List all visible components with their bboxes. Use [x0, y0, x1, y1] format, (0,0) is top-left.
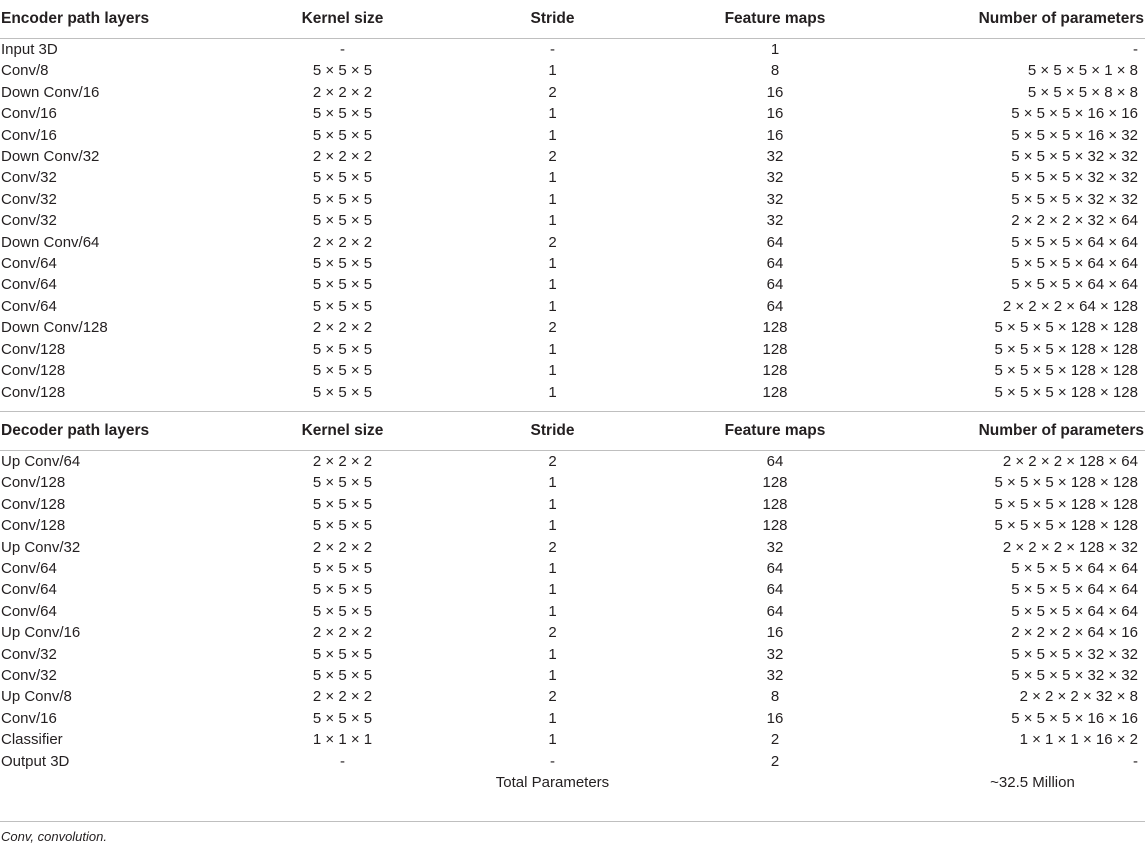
stride-cell: 1	[548, 495, 557, 513]
kernel-size-cell: 2 × 2 × 2	[312, 148, 373, 166]
stride-cell: 1	[548, 559, 557, 577]
kernel-size-cell: -	[340, 752, 345, 770]
kernel-size-cell: 2 × 2 × 2	[312, 233, 373, 251]
feature-maps-cell: 32	[766, 666, 784, 684]
stride-cell: 1	[548, 362, 557, 380]
feature-maps-cell: 32	[766, 538, 784, 556]
kernel-size-cell: 5 × 5 × 5	[312, 190, 373, 208]
stride-cell: 2	[548, 83, 557, 101]
parameters-cell: 5 × 5 × 5 × 64 × 64	[1011, 559, 1138, 577]
kernel-size-cell: 5 × 5 × 5	[312, 62, 373, 80]
parameters-cell: 2 × 2 × 2 × 64 × 16	[1011, 624, 1138, 642]
parameters-cell: 5 × 5 × 5 × 128 × 128	[994, 517, 1138, 535]
parameters-cell: 5 × 5 × 5 × 128 × 128	[994, 474, 1138, 492]
layer-name-cell: Conv/128	[1, 474, 66, 492]
kernel-size-cell: -	[340, 41, 345, 58]
layer-name-cell: Conv/64	[1, 602, 57, 620]
layer-name-cell: Classifier	[1, 731, 63, 749]
parameters-cell: 5 × 5 × 5 × 16 × 16	[1011, 709, 1138, 727]
stride-header: Stride	[445, 0, 660, 39]
kernel-size-cell: 2 × 2 × 2	[312, 538, 373, 556]
parameters-cell: 2 × 2 × 2 × 32 × 8	[1019, 688, 1138, 706]
encoder-header-row	[0, 0, 1145, 39]
parameters-header: Number of parameters	[890, 0, 1145, 39]
feature-maps-cell: 32	[766, 148, 784, 166]
kernel-size-cell: 2 × 2 × 2	[312, 319, 373, 337]
table-row	[0, 274, 1145, 295]
encoder-body	[0, 39, 1145, 403]
parameters-cell: -	[1133, 752, 1138, 770]
kernel-size-cell: 2 × 2 × 2	[312, 83, 373, 101]
total-value: ~32.5 Million	[990, 774, 1075, 791]
stride-cell: 2	[548, 148, 557, 166]
feature-maps-cell: 8	[770, 62, 780, 80]
parameters-cell: 2 × 2 × 2 × 64 × 128	[1002, 297, 1138, 315]
kernel-size-cell: 2 × 2 × 2	[312, 624, 373, 642]
kernel-size-cell: 5 × 5 × 5	[312, 255, 373, 273]
parameters-cell: 2 × 2 × 2 × 128 × 64	[1002, 452, 1138, 470]
feature-maps-cell: 32	[766, 169, 784, 187]
parameters-cell: 1 × 1 × 1 × 16 × 2	[1019, 731, 1138, 749]
table-row	[0, 450, 1145, 472]
feature-maps-cell: 16	[766, 83, 784, 101]
layer-name-cell: Down Conv/16	[1, 83, 100, 101]
feature-maps-header: Feature maps	[660, 0, 890, 39]
kernel-size-header: Kernel size	[240, 0, 445, 39]
kernel-size-cell: 5 × 5 × 5	[312, 383, 373, 401]
kernel-size-cell: 5 × 5 × 5	[312, 362, 373, 380]
kernel-size-cell: 1 × 1 × 1	[312, 731, 373, 749]
layer-name-cell: Conv/64	[1, 276, 57, 294]
feature-maps-cell: 16	[766, 709, 784, 727]
layer-name-cell: Conv/32	[1, 169, 57, 187]
table-row	[0, 558, 1145, 579]
decoder-header-row	[0, 411, 1145, 450]
feature-maps-cell: 32	[766, 190, 784, 208]
kernel-size-cell: 5 × 5 × 5	[312, 581, 373, 599]
parameters-cell: 5 × 5 × 5 × 32 × 32	[1011, 169, 1138, 187]
feature-maps-cell: 32	[766, 212, 784, 230]
parameters-cell: 5 × 5 × 5 × 64 × 64	[1011, 276, 1138, 294]
feature-maps-cell: 16	[766, 105, 784, 123]
table-row	[0, 167, 1145, 188]
table-row	[0, 103, 1145, 124]
stride-cell: 1	[548, 383, 557, 401]
feature-maps-cell: 2	[770, 731, 780, 749]
stride-cell: 2	[548, 319, 557, 337]
parameters-cell: 5 × 5 × 5 × 64 × 64	[1011, 255, 1138, 273]
parameters-header: Number of parameters	[890, 411, 1145, 450]
parameters-cell: 2 × 2 × 2 × 128 × 32	[1002, 538, 1138, 556]
table-row	[0, 39, 1145, 61]
kernel-size-cell: 5 × 5 × 5	[312, 340, 373, 358]
stride-cell: 1	[548, 62, 557, 80]
layer-name-cell: Up Conv/64	[1, 452, 81, 470]
stride-cell: 1	[548, 474, 557, 492]
layer-name-cell: Up Conv/8	[1, 688, 72, 706]
parameters-cell: 5 × 5 × 5 × 64 × 64	[1011, 581, 1138, 599]
kernel-size-cell: 5 × 5 × 5	[312, 297, 373, 315]
stride-cell: 1	[548, 645, 557, 663]
table-row	[0, 708, 1145, 729]
feature-maps-cell: 128	[762, 383, 788, 401]
layer-name-cell: Conv/16	[1, 709, 57, 727]
feature-maps-cell: 64	[766, 559, 784, 577]
kernel-size-cell: 5 × 5 × 5	[312, 559, 373, 577]
layer-name-cell: Conv/64	[1, 581, 57, 599]
stride-cell: 1	[548, 340, 557, 358]
stride-cell: -	[550, 41, 555, 58]
layer-name-cell: Input 3D	[1, 41, 58, 58]
kernel-size-cell: 5 × 5 × 5	[312, 666, 373, 684]
parameters-cell: -	[1133, 41, 1138, 58]
feature-maps-cell: 64	[766, 452, 784, 470]
layer-name-cell: Down Conv/128	[1, 319, 108, 337]
kernel-size-cell: 2 × 2 × 2	[312, 452, 373, 470]
feature-maps-cell: 128	[762, 319, 788, 337]
parameters-cell: 5 × 5 × 5 × 16 × 32	[1011, 126, 1138, 144]
table-row	[0, 515, 1145, 536]
kernel-size-cell: 5 × 5 × 5	[312, 645, 373, 663]
parameters-cell: 5 × 5 × 5 × 32 × 32	[1011, 148, 1138, 166]
parameters-cell: 5 × 5 × 5 × 16 × 16	[1011, 105, 1138, 123]
decoder-title: Decoder path layers	[0, 411, 240, 450]
layer-name-cell: Conv/16	[1, 105, 57, 123]
table-row	[0, 146, 1145, 167]
stride-cell: 1	[548, 666, 557, 684]
parameters-cell: 5 × 5 × 5 × 128 × 128	[994, 383, 1138, 401]
feature-maps-cell: 64	[766, 581, 784, 599]
feature-maps-cell: 1	[770, 41, 780, 58]
kernel-size-cell: 5 × 5 × 5	[312, 169, 373, 187]
feature-maps-cell: 128	[762, 474, 788, 492]
table-row	[0, 339, 1145, 360]
encoder-title: Encoder path layers	[0, 0, 240, 39]
table-row	[0, 537, 1145, 558]
stride-cell: 1	[548, 297, 557, 315]
total-section	[0, 772, 1145, 793]
feature-maps-cell: 8	[770, 688, 780, 706]
table-row	[0, 60, 1145, 81]
layer-name-cell: Conv/32	[1, 190, 57, 208]
parameters-cell: 2 × 2 × 2 × 32 × 64	[1011, 212, 1138, 230]
kernel-size-cell: 5 × 5 × 5	[312, 276, 373, 294]
stride-cell: 1	[548, 255, 557, 273]
table-row	[0, 729, 1145, 750]
parameters-cell: 5 × 5 × 5 × 64 × 64	[1011, 233, 1138, 251]
layer-name-cell: Conv/64	[1, 255, 57, 273]
layer-name-cell: Down Conv/32	[1, 148, 100, 166]
total-label: Total Parameters	[495, 774, 610, 791]
table-row	[0, 125, 1145, 146]
table-row	[0, 494, 1145, 515]
layer-name-cell: Conv/128	[1, 340, 66, 358]
feature-maps-cell: 64	[766, 233, 784, 251]
kernel-size-cell: 2 × 2 × 2	[312, 688, 373, 706]
feature-maps-cell: 128	[762, 495, 788, 513]
stride-cell: 1	[548, 169, 557, 187]
feature-maps-cell: 64	[766, 297, 784, 315]
feature-maps-cell: 16	[766, 624, 784, 642]
layer-name-cell: Conv/128	[1, 362, 66, 380]
stride-cell: 2	[548, 452, 557, 470]
parameters-cell: 5 × 5 × 5 × 32 × 32	[1011, 666, 1138, 684]
feature-maps-cell: 64	[766, 276, 784, 294]
layer-name-cell: Conv/16	[1, 126, 57, 144]
kernel-size-cell: 5 × 5 × 5	[312, 709, 373, 727]
stride-header: Stride	[445, 411, 660, 450]
decoder-section	[0, 403, 1145, 451]
table-row	[0, 601, 1145, 622]
table-row	[0, 644, 1145, 665]
decoder-body	[0, 450, 1145, 772]
stride-cell: 1	[548, 212, 557, 230]
kernel-size-cell: 5 × 5 × 5	[312, 126, 373, 144]
parameters-cell: 5 × 5 × 5 × 128 × 128	[994, 319, 1138, 337]
layer-name-cell: Conv/128	[1, 495, 66, 513]
layer-name-cell: Conv/32	[1, 645, 57, 663]
table-row	[0, 360, 1145, 381]
stride-cell: -	[550, 752, 555, 770]
stride-cell: 2	[548, 233, 557, 251]
layer-name-cell: Up Conv/16	[1, 624, 81, 642]
stride-cell: 1	[548, 190, 557, 208]
layer-name-cell: Conv/32	[1, 212, 57, 230]
footer-divider	[0, 821, 1145, 822]
table-row	[0, 665, 1145, 686]
layer-name-cell: Output 3D	[1, 752, 70, 770]
feature-maps-cell: 128	[762, 340, 788, 358]
table-row	[0, 232, 1145, 253]
footnote: Conv, convolution.	[1, 829, 107, 844]
kernel-size-cell: 5 × 5 × 5	[312, 495, 373, 513]
kernel-size-cell: 5 × 5 × 5	[312, 602, 373, 620]
parameters-cell: 5 × 5 × 5 × 8 × 8	[1027, 83, 1138, 101]
kernel-size-cell: 5 × 5 × 5	[312, 517, 373, 535]
parameters-cell: 5 × 5 × 5 × 32 × 32	[1011, 190, 1138, 208]
kernel-size-cell: 5 × 5 × 5	[312, 474, 373, 492]
table-row	[0, 382, 1145, 403]
stride-cell: 1	[548, 105, 557, 123]
stride-cell: 1	[548, 602, 557, 620]
parameters-cell: 5 × 5 × 5 × 128 × 128	[994, 362, 1138, 380]
feature-maps-cell: 128	[762, 362, 788, 380]
table-row	[0, 210, 1145, 231]
feature-maps-cell: 16	[766, 126, 784, 144]
table-row	[0, 751, 1145, 772]
kernel-size-header: Kernel size	[240, 411, 445, 450]
layer-name-cell: Conv/8	[1, 62, 49, 80]
feature-maps-cell: 2	[770, 752, 780, 770]
parameters-cell: 5 × 5 × 5 × 128 × 128	[994, 340, 1138, 358]
total-row	[0, 772, 1145, 793]
feature-maps-cell: 64	[766, 255, 784, 273]
table-row	[0, 296, 1145, 317]
table-row	[0, 472, 1145, 493]
table-row	[0, 317, 1145, 338]
feature-maps-header: Feature maps	[660, 411, 890, 450]
stride-cell: 1	[548, 517, 557, 535]
stride-cell: 1	[548, 276, 557, 294]
kernel-size-cell: 5 × 5 × 5	[312, 105, 373, 123]
layer-name-cell: Conv/128	[1, 383, 66, 401]
table-row	[0, 189, 1145, 210]
parameters-cell: 5 × 5 × 5 × 64 × 64	[1011, 602, 1138, 620]
stride-cell: 1	[548, 126, 557, 144]
table-row	[0, 579, 1145, 600]
layer-name-cell: Down Conv/64	[1, 233, 100, 251]
stride-cell: 2	[548, 688, 557, 706]
stride-cell: 2	[548, 538, 557, 556]
stride-cell: 2	[548, 624, 557, 642]
layer-name-cell: Conv/64	[1, 559, 57, 577]
table-row	[0, 686, 1145, 707]
kernel-size-cell: 5 × 5 × 5	[312, 212, 373, 230]
layer-name-cell: Up Conv/32	[1, 538, 81, 556]
parameters-cell: 5 × 5 × 5 × 128 × 128	[994, 495, 1138, 513]
stride-cell: 1	[548, 731, 557, 749]
parameters-cell: 5 × 5 × 5 × 32 × 32	[1011, 645, 1138, 663]
table-row	[0, 622, 1145, 643]
table-row	[0, 82, 1145, 103]
stride-cell: 1	[548, 581, 557, 599]
feature-maps-cell: 32	[766, 645, 784, 663]
stride-cell: 1	[548, 709, 557, 727]
feature-maps-cell: 128	[762, 517, 788, 535]
table-row	[0, 253, 1145, 274]
layer-name-cell: Conv/32	[1, 666, 57, 684]
feature-maps-cell: 64	[766, 602, 784, 620]
layer-name-cell: Conv/64	[1, 297, 57, 315]
parameters-cell: 5 × 5 × 5 × 1 × 8	[1027, 62, 1138, 80]
layer-name-cell: Conv/128	[1, 517, 66, 535]
